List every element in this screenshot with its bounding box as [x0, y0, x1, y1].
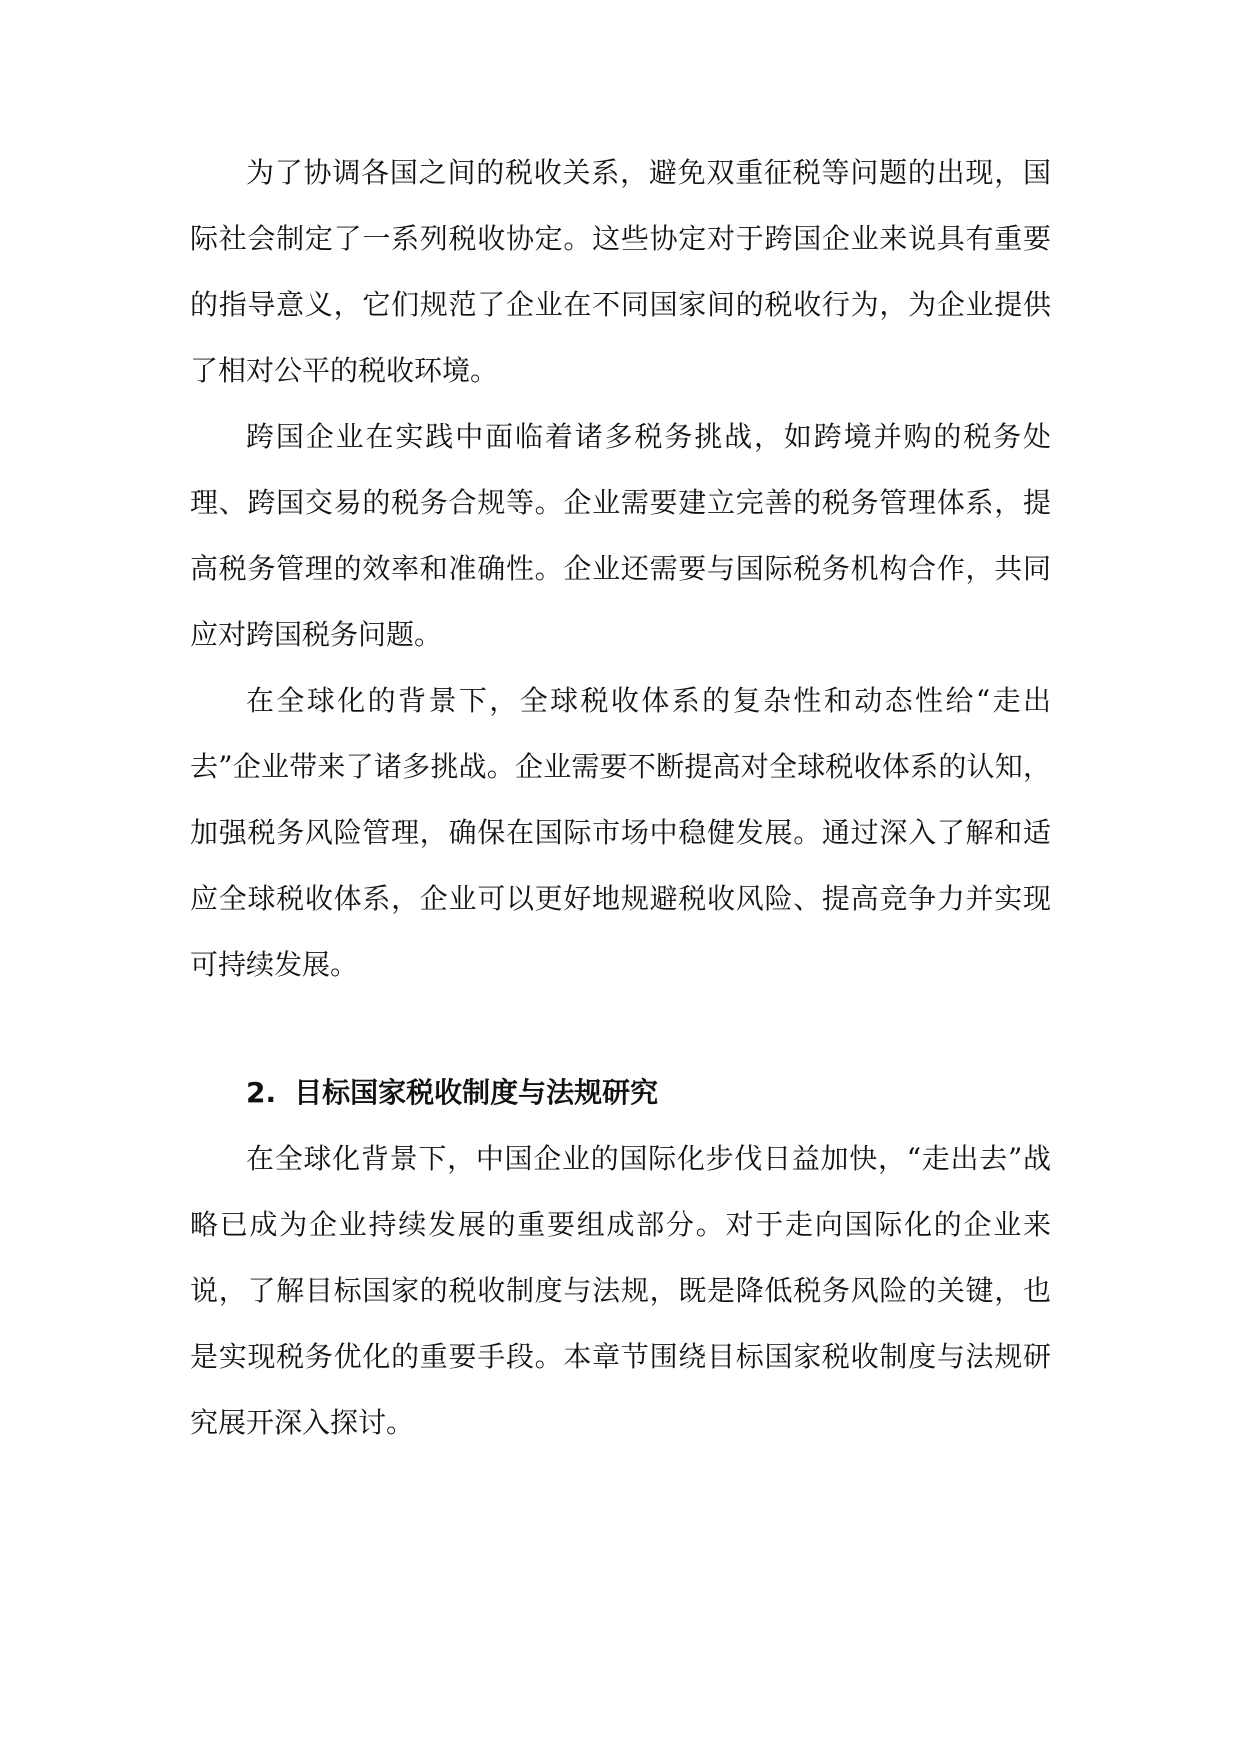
section-title: 目标国家税收制度与法规研究 — [294, 1076, 659, 1109]
paragraph-tax-treaties: 为了协调各国之间的税收关系，避免双重征税等问题的出现，国际社会制定了一系列税收协定。这些协定对于跨国企业来说具有重要的指导意义，它们规范了企业在不同国家间的税收行为，为企业提供了相对公平的税收环境。 — [190, 156, 1051, 387]
paragraph-tax-challenges: 跨国企业在实践中面临着诸多税务挑战，如跨境并购的税务处理、跨国交易的税务合规等。企业需要建立完善的税务管理体系，提高税务管理的效率和准确性。企业还需要与国际税务机构合作，共同应对跨国税务问题。 — [190, 420, 1051, 651]
paragraph-globalization: 在全球化的背景下，全球税收体系的复杂性和动态性给“走出去”企业带来了诸多挑战。企业需要不断提高对全球税收体系的认知，加强税务风险管理，确保在国际市场中稳健发展。通过深入了解和适应全球税收体系，企业可以更好地规避税收风险、提高竞争力并实现可持续发展。 — [190, 684, 1051, 981]
paragraph-section-intro: 在全球化背景下，中国企业的国际化步伐日益加快，“走出去”战略已成为企业持续发展的重要组成部分。对于走向国际化的企业来说，了解目标国家的税收制度与法规，既是降低税务风险的关键，也是实现税务优化的重要手段。本章节围绕目标国家税收制度与法规研究展开深入探讨。 — [190, 1142, 1051, 1439]
section-number: 2. — [246, 1076, 277, 1109]
section-heading — [190, 1060, 1051, 1126]
